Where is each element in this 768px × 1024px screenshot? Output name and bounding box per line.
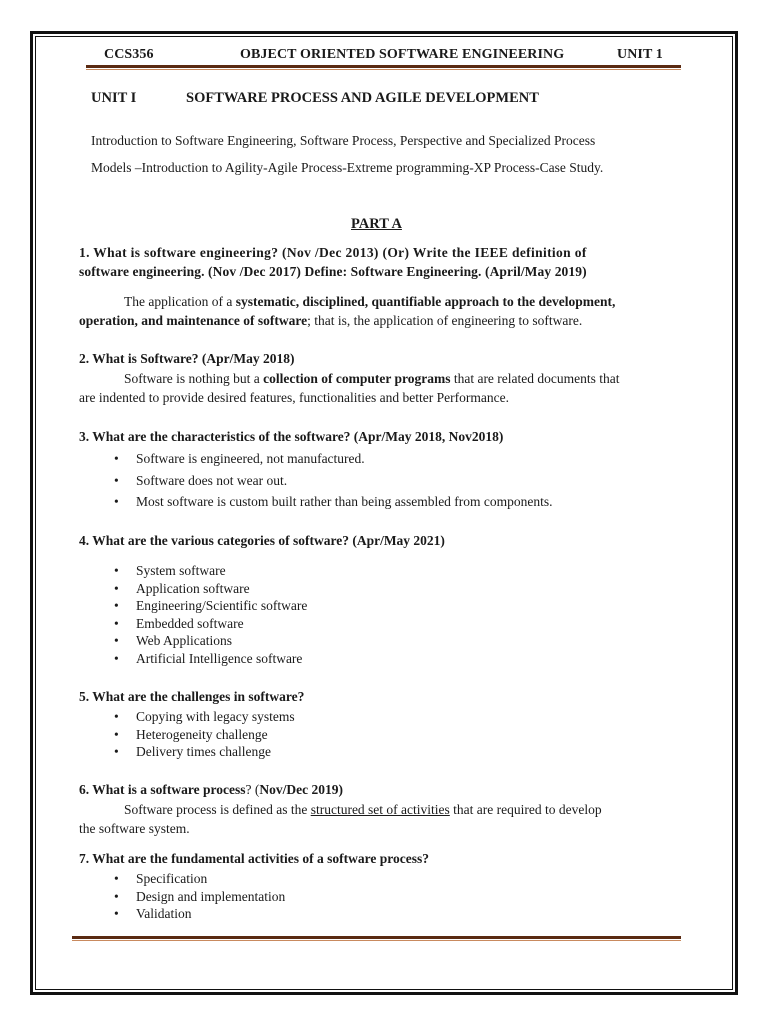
- list-item: • Artificial Intelligence software: [110, 650, 307, 668]
- unit-label: UNIT 1: [617, 47, 663, 62]
- q2-answer-line-2: are indented to provide desired features, functionalities and better Performance.: [79, 390, 509, 405]
- list-item: • Engineering/Scientific software: [110, 597, 307, 615]
- q5-question: 5. What are the challenges in software?: [79, 689, 305, 704]
- q1-question-line-1: 1. What is software engineering? (Nov /Dec 2013) (Or) Write the IEEE definition of: [79, 245, 587, 260]
- q1-answer-line-2: operation, and maintenance of software; that is, the application of engineering to software.: [79, 313, 583, 328]
- list-item: • Software does not wear out.: [110, 471, 553, 493]
- list-item: • Design and implementation: [110, 888, 285, 906]
- intro-line-2: Models –Introduction to Agility-Agile Process-Extreme programming-XP Process-Case Study.: [91, 160, 604, 175]
- list-item: • Validation: [110, 905, 285, 923]
- list-item: • Application software: [110, 580, 307, 598]
- course-title: OBJECT ORIENTED SOFTWARE ENGINEERING: [240, 47, 565, 62]
- header-rule: [86, 65, 681, 70]
- footer-rule: [72, 936, 681, 941]
- q6-answer-line-1: Software process is defined as the structured set of activities that are required to develop: [124, 802, 602, 817]
- list-item: • System software: [110, 562, 307, 580]
- q7-question: 7. What are the fundamental activities of a software process?: [79, 851, 429, 866]
- q3-list: [110, 449, 553, 514]
- unit-title: SOFTWARE PROCESS AND AGILE DEVELOPMENT: [186, 90, 539, 106]
- list-item: • Software is engineered, not manufactured.: [110, 449, 553, 471]
- q2-answer-line-1: Software is nothing but a collection of computer programs that are related documents that: [124, 371, 620, 386]
- intro-line-1: Introduction to Software Engineering, Software Process, Perspective and Specialized Process: [91, 133, 596, 148]
- q1-question-line-2: software engineering. (Nov /Dec 2017) Define: Software Engineering. (April/May 2019): [79, 264, 587, 279]
- part-heading: PART A: [351, 216, 402, 232]
- list-item: • Most software is custom built rather than being assembled from components.: [110, 492, 553, 514]
- list-item: • Embedded software: [110, 615, 307, 633]
- q4-question: 4. What are the various categories of software? (Apr/May 2021): [79, 533, 445, 548]
- list-item: • Specification: [110, 870, 285, 888]
- q6-answer-line-2: the software system.: [79, 821, 190, 836]
- q4-list: [110, 562, 307, 668]
- q3-question: 3. What are the characteristics of the software? (Apr/May 2018, Nov2018): [79, 429, 504, 444]
- q2-question: 2. What is Software? (Apr/May 2018): [79, 351, 295, 366]
- list-item: • Copying with legacy systems: [110, 708, 295, 726]
- q6-question: 6. What is a software process? (Nov/Dec 2019): [79, 782, 343, 797]
- q7-list: [110, 870, 285, 923]
- list-item: • Delivery times challenge: [110, 743, 295, 761]
- course-code: CCS356: [104, 47, 154, 62]
- q5-list: [110, 708, 295, 761]
- list-item: • Web Applications: [110, 632, 307, 650]
- q1-answer-line-1: The application of a systematic, disciplined, quantifiable approach to the development,: [124, 294, 616, 309]
- unit-number: UNIT I: [91, 90, 137, 106]
- list-item: • Heterogeneity challenge: [110, 726, 295, 744]
